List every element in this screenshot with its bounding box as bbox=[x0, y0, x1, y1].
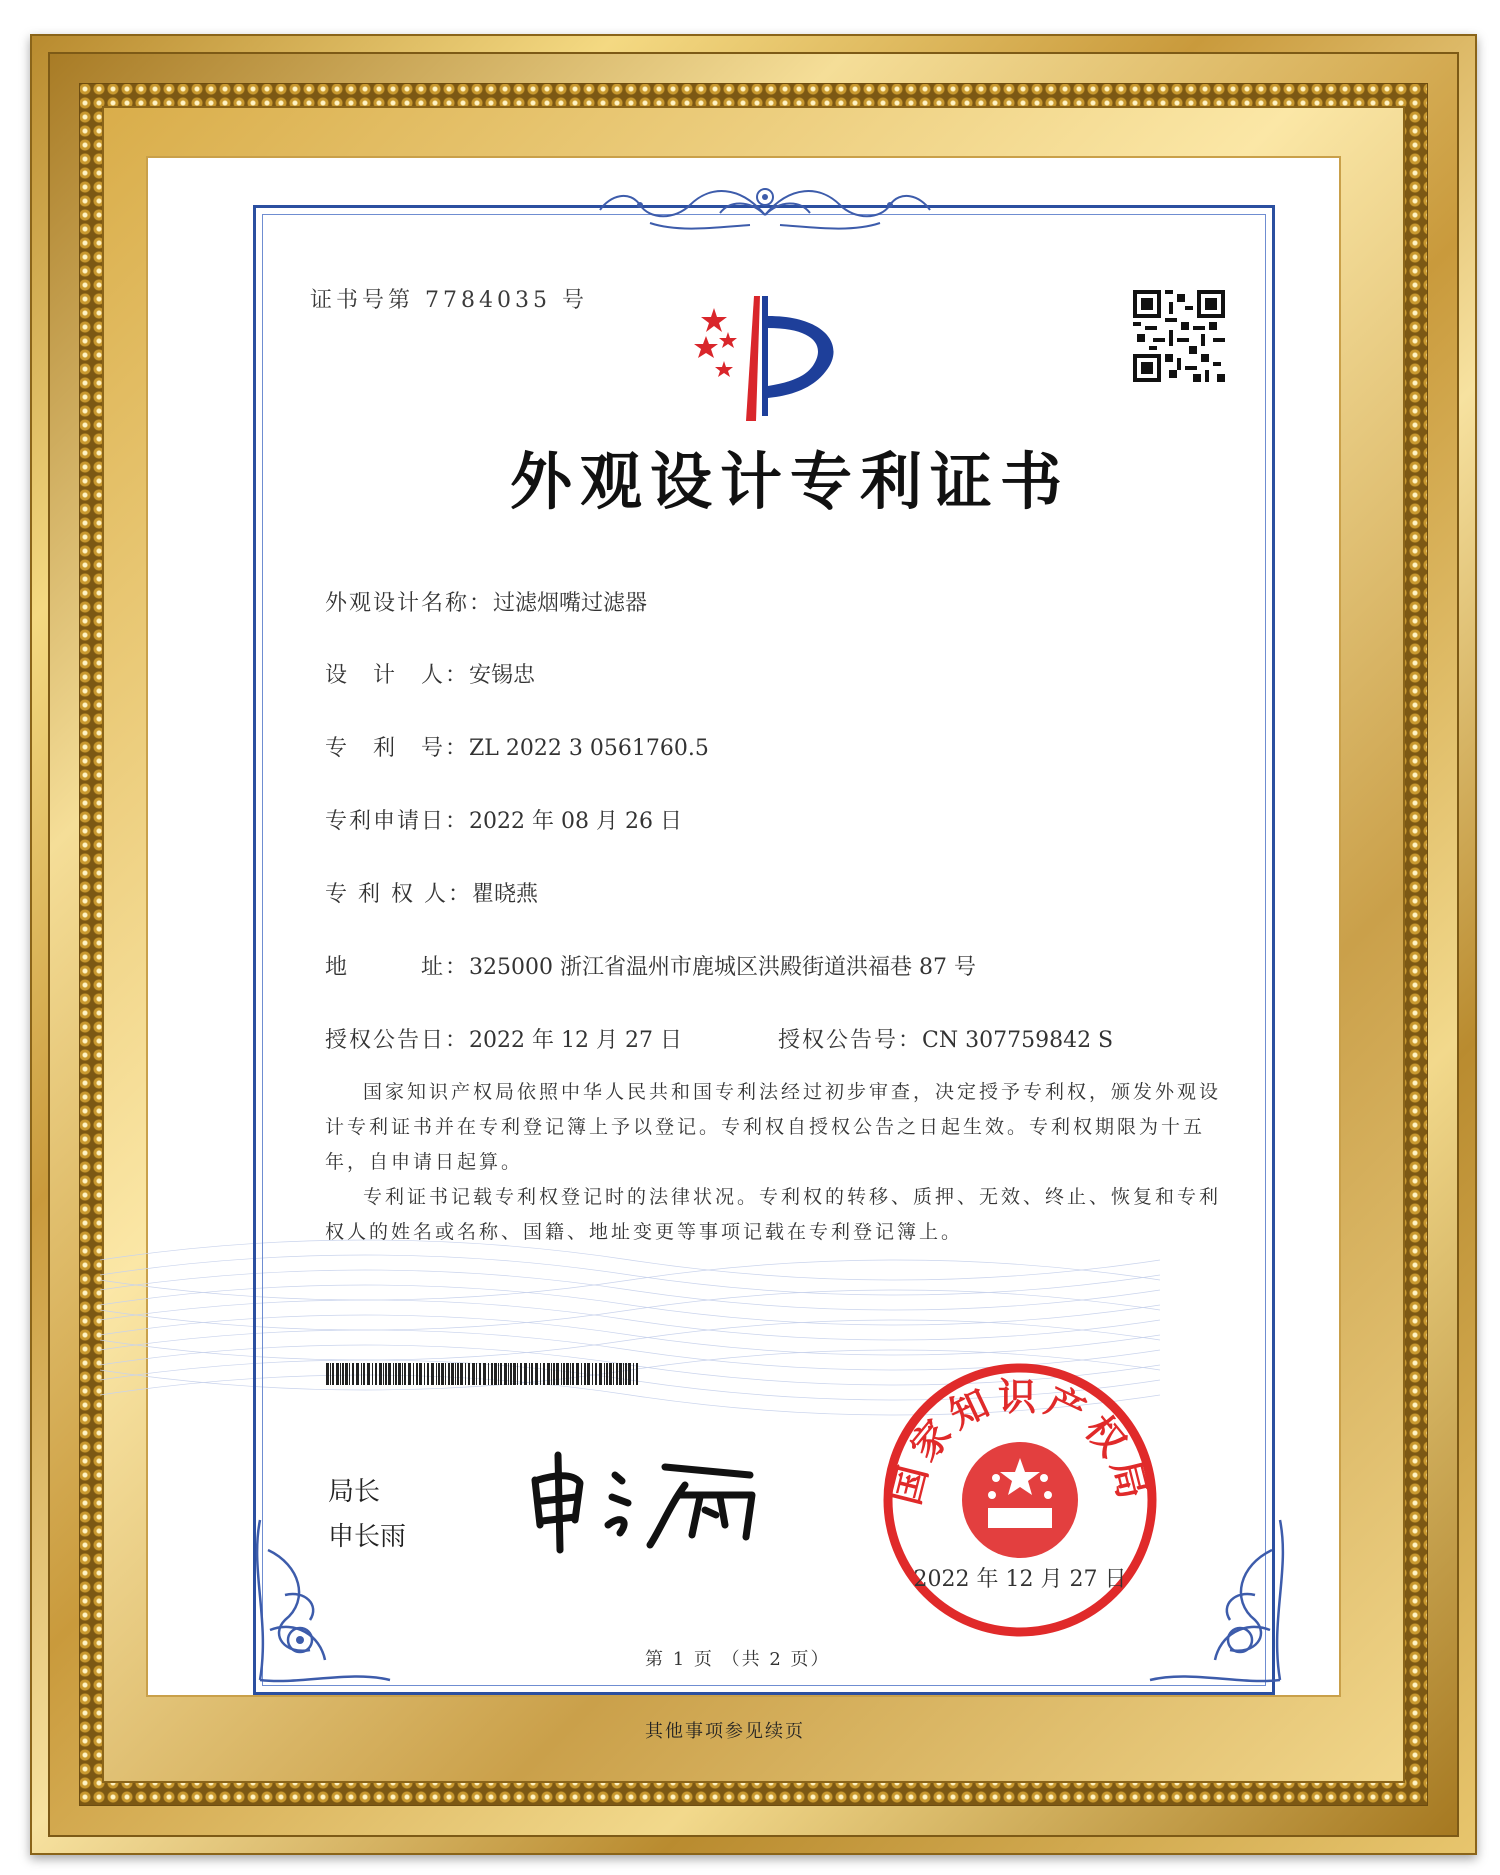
page-title: 外观设计专利证书 bbox=[510, 445, 1071, 518]
certificate-number-value: 7784035 bbox=[425, 288, 551, 313]
certificate-number-label: 证书号第 bbox=[310, 288, 415, 313]
patent-number-label: 专 利 号： bbox=[325, 736, 470, 761]
corner-ornament-right-icon bbox=[1140, 1510, 1300, 1700]
patent-number-row bbox=[325, 731, 709, 762]
grant-date-row bbox=[325, 1023, 682, 1054]
page-number: 第 1 页 （共 2 页） bbox=[645, 1649, 831, 1670]
address-value: 325000 浙江省温州市鹿城区洪殿街道洪福巷 87 号 bbox=[469, 955, 976, 980]
design-name-value: 过滤烟嘴过滤器 bbox=[493, 591, 648, 616]
apply-date-row bbox=[325, 804, 682, 835]
legal-status-paragraph: 专利证书记载专利权登记时的法律状况。专利权的转移、质押、无效、终止、恢复和专利权人的姓名或名称、国籍、地址变更等事项记载在专利登记簿上。 bbox=[325, 1186, 1222, 1243]
director-name: 申长雨 bbox=[328, 1522, 407, 1552]
cnipa-logo-icon bbox=[676, 286, 856, 426]
seal-text: 国家知识产权局 bbox=[883, 1374, 1157, 1510]
grant-number-row bbox=[778, 1023, 1113, 1054]
owner-value: 瞿晓燕 bbox=[471, 882, 538, 907]
apply-date-value: 2022 年 08 月 26 日 bbox=[469, 809, 682, 834]
grant-statement-paragraph: 国家知识产权局依照中华人民共和国专利法经过初步审查，决定授予专利权，颁发外观设计专利证书并在专利登记簿上予以登记。专利权自授权公告之日起生效。专利权期限为十五年，自申请日起算。 bbox=[325, 1081, 1222, 1173]
designer-value: 安锡忠 bbox=[469, 663, 536, 688]
patent-number-value: ZL 2022 3 0561760.5 bbox=[469, 736, 709, 761]
design-name-row bbox=[325, 586, 647, 617]
apply-date-label: 专利申请日： bbox=[325, 809, 470, 834]
grant-date-label: 授权公告日： bbox=[325, 1028, 470, 1053]
barcode-icon bbox=[326, 1363, 638, 1385]
designer-row bbox=[325, 658, 535, 689]
top-ornament-icon bbox=[590, 175, 940, 235]
address-label: 地 址： bbox=[325, 955, 470, 980]
designer-label: 设 计 人： bbox=[325, 663, 470, 688]
owner-label: 专 利 权 人： bbox=[325, 882, 472, 907]
grant-number-value: CN 307759842 S bbox=[922, 1028, 1114, 1053]
director-role: 局长 bbox=[328, 1477, 381, 1507]
owner-row bbox=[325, 877, 538, 908]
grant-date-value: 2022 年 12 月 27 日 bbox=[469, 1028, 682, 1053]
design-name-label: 外观设计名称： bbox=[325, 591, 494, 616]
certificate-number bbox=[310, 283, 588, 314]
qr-code-icon bbox=[1133, 290, 1225, 382]
address-row bbox=[325, 950, 976, 981]
seal-date: 2022 年 12 月 27 日 bbox=[913, 1567, 1127, 1592]
handwritten-signature bbox=[520, 1445, 780, 1555]
certificate-number-suffix: 号 bbox=[562, 288, 589, 313]
continued-note: 其他事项参见续页 bbox=[645, 1721, 805, 1742]
official-seal-icon bbox=[880, 1360, 1160, 1640]
grant-number-label: 授权公告号： bbox=[778, 1028, 923, 1053]
